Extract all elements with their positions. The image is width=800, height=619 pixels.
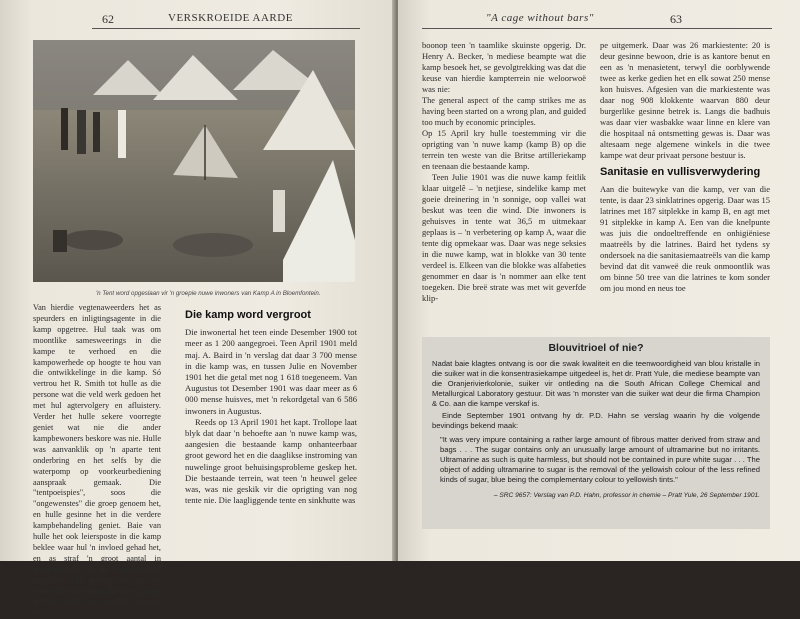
right-column-2 — [600, 40, 770, 294]
left-page-number: 62 — [102, 12, 114, 26]
box-source: – SRC 9657: Verslag van P.D. Hahn, professor in chemie – Pratt Yule, 26 September 1901. — [493, 492, 760, 499]
box-quote: "It was very impure containing a rather large amount of fibrous matter derived from straw and bags . . . The sugar contains only an unusually large amount of ultramarine but no irritants. Ultramarine as such is quite harmless, but should not be contained in pure white sugar . . . The object of adding ultramarine to sugar is the removal of the yellowish colour of the less refined kinds of sugar, blue being the complementary colour to yellowish tints." — [440, 435, 760, 484]
right-column-1 — [422, 40, 586, 304]
right-col1-paragraph-3: Teen Julie 1901 was die nuwe kamp feitlik klaar uitgelê – 'n netjiese, sindelike kamp met goeie dreinering in 'n sonnige, oop vallei wat beskut was teen die wind. Die inwoners is gehuisves in tente wat 36,5 m uitmekaar geplaas is – 'n verbetering op kamp A, waar die tente dig opmekaar was. Daar was nege seksies in die nuwe kamp, wat in blokke van 30 tente verdeel is. Elkeen van die blokke was alfabeties genommer en daar is 'n nommer aan elke tent toegeken. Die breë strate was met wit geverfde klip- — [422, 172, 586, 303]
box-paragraph-1: Nadat baie klagtes ontvang is oor die swak kwaliteit en die teenwoordigheid van blou kristalle in die suiker wat in die konsentrasiekampe uitgedeel is, het dr. Pratt Yule, die mediese beampte van die Oranjerivierkolonie, suiker vir ontleding na die South African College Chemical and Metallurgical Laboratory gestuur. Dit was 'n monster van die suiker wat deur die firma Champion & Co. aan die kampe verskaf is. — [432, 359, 760, 408]
right-col1-paragraph-1: boonop teen 'n taamlike skuinste opgerig. Dr. Henry A. Becker, 'n mediese beampte wat die kamp besoek het, se gevolgtrekking was dat die keuse van hierdie kampterrein nie weloorwoë was nie: — [422, 40, 586, 94]
photo-caption: 'n Tent word opgeslaan vir 'n groepie nuwe inwoners van Kamp A in Bloemfontein. — [96, 290, 321, 297]
left-column-paragraph: Van hierdie vegtenaweerders het as speurders en inligtingsagente in die kamp opgetree. Hul taak was om moontlike samesweerings in die kampe te verhoed en die kampowerhede op hoogte te hou van die ontwikkelinge in die kamp. Só vertrou het R. Smith tot hulle as die persone wat die veld werk gedoen het met hul agtervolgery en afluistery. Verder het hulle sekere voorregte geniet wat nie die ander kampbewoners beskore was nie. Hulle was aanvanklik op 'n aparte tent onderbring en het selfs by die waterpomp op voorkeurbediening aanspraak gemaak. Die "tentpoeispies", soos die "ongewenstes" die groep genoem het, en hulle gesinne het in die verdere kampbehandeling geniet. Baie van hulle het ook leiersposte in die kamp beklee waar hul 'n invloed gehad het, en as straf 'n groot aantal in groepsposisies oor die "ongewenstes" aangestel. Die gevolg was dat die verwerkte haat tussen die twee groepe al hoe sterker en verwilder geword het. — [33, 303, 161, 618]
right-col2-paragraph-1: pe uitgemerk. Daar was 26 markiestente: 20 is deur gesinne bewoon, drie is as kantore benut en een as 'n menasietent, terwyl die oorblywende twee as kerke gedien het en elk sowat 250 mense kon huisves. Afgesien van die markiestente was daar nog 908 klokkente waarvan 880 deur burgerlike gesinne betrek is. Langs die badhuis was daar vier wasbakke waar linne en klere van die hospitaal ná ontsmetting gewas is. Daar was altesaam nege algemene winkels in die twee kampe wat deur privaat persone bestuur is. — [600, 40, 770, 160]
right-page-number: 63 — [670, 12, 682, 26]
right-col1-paragraph-2: Op 15 April kry hulle toestemming vir die oprigting van 'n nuwe kamp (kamp B) op die terrein ten weste van die Britse artilleriekamp en teenaan die bestaande kamp. — [422, 128, 586, 171]
box-title: Blouvitrioel of nie? — [548, 342, 644, 354]
box-paragraph-2: Einde September 1901 ontvang hy dr. P.D. Hahn se verslag waarin hy die volgende bevindings bekend maak: — [432, 411, 760, 430]
section-heading-sanitasie: Sanitasie en vullisverwydering — [600, 166, 761, 178]
middle-paragraph-1: Die inwonertal het teen einde Desember 1900 tot meer as 1 200 aangegroei. Teen April 1901 meld maj. A. Baird in 'n verslag dat daar 3 700 mense in die kamp was, en tussen Julie en November 1901 het die getal met nog 1 618 toegeneem. Van Augustus tot Desember 1901 was daar meer as 6 000 mense huisves, met 'n rekordgetal van 6 586 inwoners in Augustus. — [185, 327, 357, 416]
right-header-rule — [422, 28, 772, 29]
left-header-rule — [92, 28, 360, 29]
sidebar-box-blouvitrioel — [422, 337, 770, 529]
right-running-head: "A cage without bars" — [486, 12, 594, 24]
left-running-head: VERSKROEIDE AARDE — [168, 12, 293, 24]
section-heading-kamp-vergroot: Die kamp word vergroot — [185, 309, 311, 321]
camp-photo-image — [33, 40, 355, 282]
middle-text-column — [185, 310, 357, 506]
camp-photo — [33, 40, 355, 282]
middle-paragraph-2: Reeds op 13 April 1901 het kapt. Trollope laat blyk dat daar 'n behoefte aan 'n nuwe kamp was, aangesien die bestaande kamp onhanteerbaar groot geword het en die daaglikse instroming van nuwelinge groot behuisingsprobleme geskep het. Die bestaande terrein, wat teen 'n heuwel gelee was, was nie geskik vir die oprigting van nog tente nie. Die laagliggende tente en sinkhutte was — [185, 416, 357, 506]
right-col2-paragraph-2: Aan die buitewyke van die kamp, ver van die tente, is daar 23 sinklatrines opgerig. Daar was 15 latrines met 187 sitplekke in kamp B, en agt met 91 sitplekke in kamp A. Een van die knelpunte was juis die ondoeltreffende en onhigiëniese maatreëls by die latrines. Baird het tydens sy ondersoek na die sanitasiemaatreëls van die kamp bevind dat dit vanweë die reuk onmoontlik was om binne 50 tree van die latrines te kom sonder om jou mond en neus toe — [600, 184, 770, 293]
left-text-column — [33, 303, 161, 619]
left-page — [0, 0, 396, 618]
becker-quote: The general aspect of the camp strikes me as having been started on a wrong plan, and guided too much by economic principles. — [422, 96, 586, 127]
